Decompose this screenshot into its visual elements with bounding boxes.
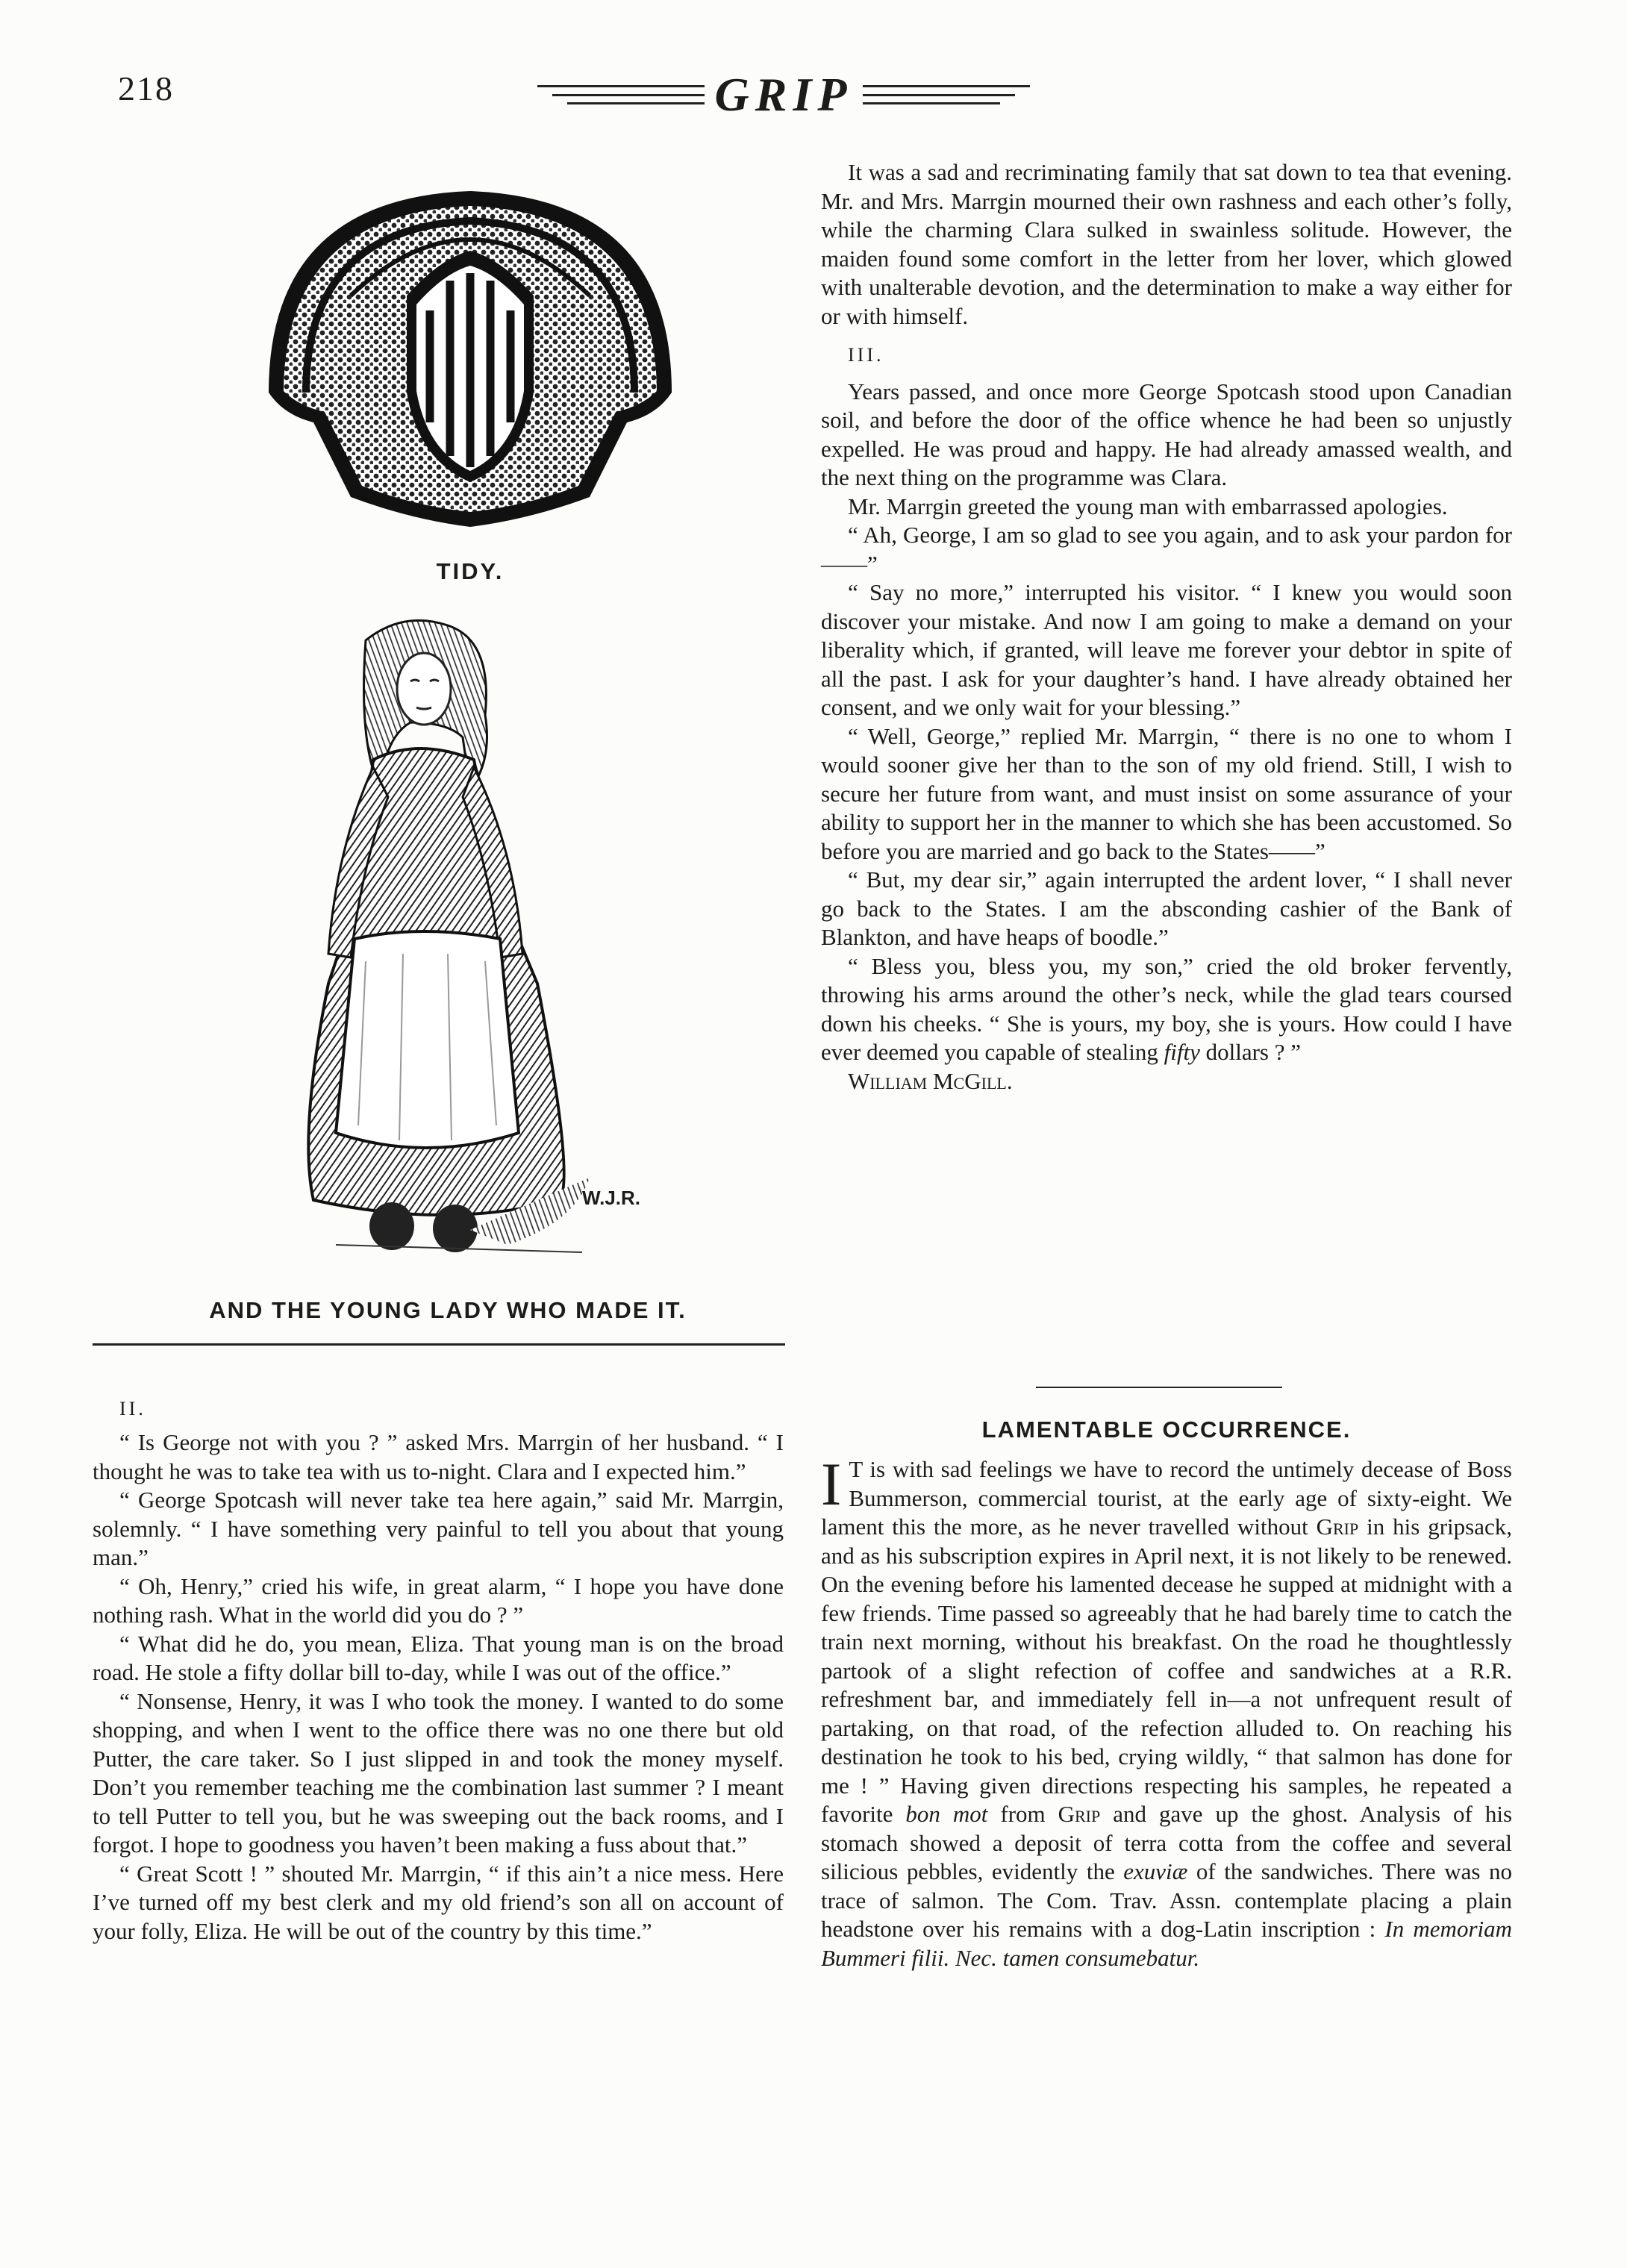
latin-inscription: In memoriam Bummeri filii. Nec. tamen consumebatur. bbox=[821, 1916, 1513, 1971]
young-lady-illustration bbox=[224, 610, 657, 1282]
paragraph: Mr. Marrgin greeted the young man with embarrassed apologies. bbox=[848, 493, 1448, 519]
paragraph: It was a sad and recriminating family that sat down to tea that evening. Mr. and Mrs. Marrgin mourned their own rashness and each other’s folly, while the charming Clara sulked in swainless solitude. However, the maiden found some comfort in the letter from her lover, which glowed with unalterable devotion, and the determination to make a way either for or with himself. bbox=[821, 159, 1512, 329]
story-continuation bbox=[821, 158, 1512, 1096]
article-text: of the sandwiches. There was no trace of salmon. The Com. Trav. Assn. contemplate placing a plain headstone over his remains with a dog-Latin inscription : bbox=[821, 1858, 1512, 1942]
article-separator bbox=[1036, 1387, 1282, 1388]
paragraph: “ But, my dear sir,” again interrupted the ardent lover, “ I shall never go back to the States. I am the absconding cashier of the Bank of Blankton, and have heaps of boodle.” bbox=[821, 866, 1512, 950]
young-lady-caption: AND THE YOUNG LADY WHO MADE IT. bbox=[209, 1297, 687, 1323]
article-text: and gave up the ghost. Analysis of his stomach showed a deposit of terra cotta from the coffee and several silicious pebbles, evidently the bbox=[821, 1801, 1513, 1884]
paragraph: “ Oh, Henry,” cried his wife, in great alarm, “ I hope you have done nothing rash. What in the world did you do ? ” bbox=[93, 1572, 784, 1628]
masthead-title: GRIP bbox=[714, 68, 853, 121]
masthead bbox=[537, 69, 1030, 121]
final-text: “ Bless you, bless you, my son,” cried the old broker fervently, throwing his arms around the other’s neck, while the glad tears coursed down his cheeks. “ She is yours, my boy, she is yours. How could I have ever deemed you capable of stealing bbox=[821, 952, 1512, 1065]
lamentable-occurrence-article bbox=[821, 1450, 1513, 1972]
section-number-three: III. bbox=[848, 344, 884, 366]
paragraph: “ Great Scott ! ” shouted Mr. Marrgin, “ if this ain’t a nice mess. Here I’ve turned off my best clerk and my old friend’s son all on account of your folly, Eliza. He will be out of the country by this time.” bbox=[93, 1860, 784, 1944]
article-headline: LAMENTABLE OCCURRENCE. bbox=[981, 1416, 1352, 1443]
author-signature: William McGill. bbox=[848, 1067, 1013, 1094]
page-number: 218 bbox=[118, 69, 174, 107]
tidy-caption: TIDY. bbox=[436, 558, 505, 584]
paragraph: “ Nonsense, Henry, it was I who took the money. I wanted to do some shopping, and when I went to the office there was no one there but old Putter, the care taker. So I just slipped in and took the money myself. Don’t you remember teaching me the combination last summer ? I meant to tell Putter to tell you, but he was sweeping out the back rooms, and I forgot. I hope to goodness you haven’t been making a fuss about that.” bbox=[93, 1687, 784, 1858]
drop-cap: I bbox=[821, 1450, 842, 1518]
paragraph: “ George Spotcash will never take tea here again,” said Mr. Marrgin, solemnly. “ I have something very painful to tell you about that young man.” bbox=[93, 1487, 784, 1570]
illustrator-signature: W.J.R. bbox=[582, 1187, 641, 1209]
final-italic: fifty bbox=[1164, 1039, 1200, 1065]
paragraph: Years passed, and once more George Spotcash stood upon Canadian soil, and before the door of the office whence he had been so unjustly expelled. He was proud and happy. He had already amassed wealth, and the next thing on the programme was Clara. bbox=[821, 378, 1512, 490]
tidy-illustration bbox=[239, 169, 702, 542]
section-number-two: II. bbox=[119, 1398, 146, 1419]
paragraph: “ What did he do, you mean, Eliza. That young man is on the broad road. He stole a fifty dollar bill to-day, while I was out of the office.” bbox=[93, 1630, 784, 1685]
article-text: from bbox=[987, 1801, 1058, 1827]
column-divider-rule bbox=[93, 1343, 785, 1346]
italic-phrase: bon mot bbox=[905, 1801, 988, 1827]
paragraph: “ Well, George,” replied Mr. Marrgin, “ there is no one to whom I would sooner give her than to the son of my old friend. Still, I wish to secure her future from want, and must insist on some assurance of your ability to support her in the manner to which she has been accustomed. So before you are married and go back to the States——” bbox=[821, 722, 1512, 864]
grip-name: Grip bbox=[1316, 1513, 1359, 1540]
masthead-rule-right bbox=[863, 85, 1030, 104]
article-body bbox=[821, 1450, 1513, 1972]
final-text-end: dollars ? ” bbox=[1199, 1039, 1301, 1065]
paragraph: “ Is George not with you ? ” asked Mrs. Marrgin of her husband. “ I thought he was to take tea with us to-night. Clara and I expected him.” bbox=[93, 1429, 784, 1484]
article-text: in his gripsack, and as his subscription expires in April next, it is not likely to be renewed. On the evening before his lamented decease he supped at midnight with a few friends. Time passed so agreeably that he had barely time to catch the train next morning, without his breakfast. On the road he thoughtlessly partook of a slight refection of coffee and sandwiches at a R.R. refreshment bar, and immediately fell in—a not unfrequent result of partaking, on that road, of the refection alluded to. On reaching his destination he took to his bed, crying wildly, “ that salmon has done for me ! ” Having given directions respecting his samples, he repeated a favorite bbox=[821, 1513, 1512, 1827]
paragraph-final bbox=[821, 952, 1512, 1067]
story-part-two bbox=[93, 1390, 784, 1946]
masthead-rule-left bbox=[537, 85, 705, 104]
paragraph: “ Ah, George, I am so glad to see you again, and to ask your pardon for——” bbox=[821, 522, 1512, 577]
article-text: T is with sad feelings we have to record the untimely decease of Boss Bummerson, commercial tourist, at the early age of sixty-eight. We lament this the more, as he never travelled without bbox=[821, 1456, 1512, 1540]
grip-name: Grip bbox=[1058, 1801, 1101, 1827]
paragraph: “ Say no more,” interrupted his visitor. “ I knew you would soon discover your mistake. And now I am going to make a demand on your liberality which, if granted, will leave me forever your debtor in spite of all the past. I ask for your daughter’s hand. I have already obtained her consent, and we only wait for your blessing.” bbox=[821, 579, 1512, 720]
italic-phrase: exuviæ bbox=[1123, 1858, 1188, 1884]
